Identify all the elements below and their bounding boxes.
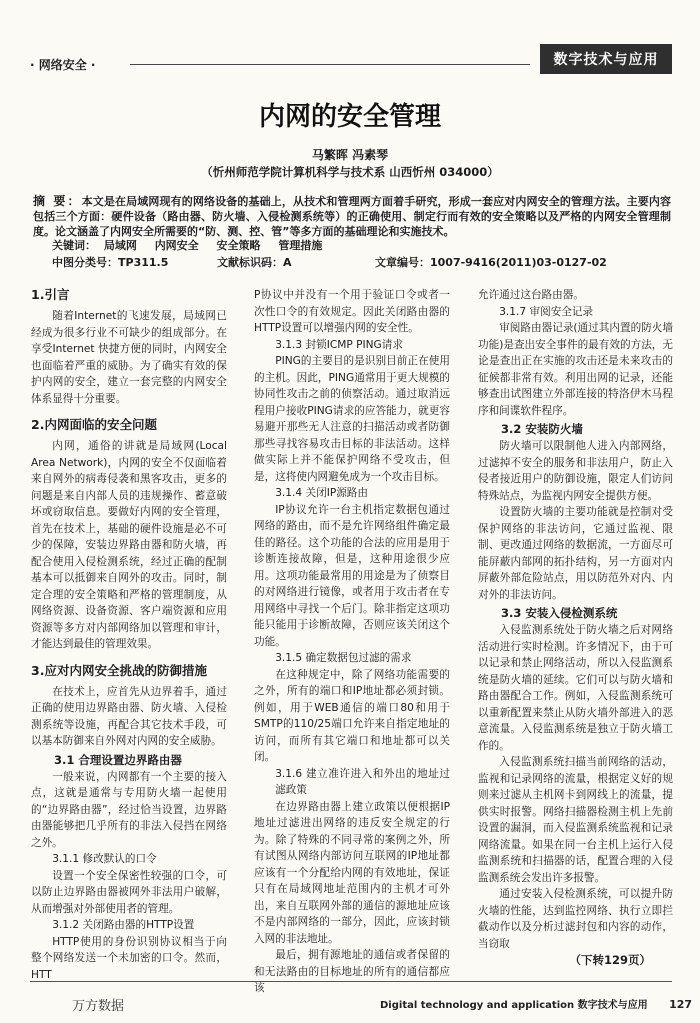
page-number: 127 <box>669 998 693 1011</box>
paragraph: HTTP使用的身份识别协议相当于向整个网络发送一个未加密的口令。然而，HTT <box>31 935 227 981</box>
footer-rule <box>30 981 672 982</box>
paragraph: 防火墙可以限制他人进入内部网络，过滤掉不安全的服务和非法用户，防止入侵者接近用户的防御设施，限定人们访问特殊站点，为监视内网安全提供方便。 <box>478 440 673 502</box>
paragraph: 通过安装入侵检测系统，可以提升防火墙的性能，达到监控网络、执行立即拦截动作以及分析过滤封包和内容的动作，当窃取 <box>478 888 673 950</box>
paragraph: IP协议允许一台主机指定数据包通过网络的路由，而不是允许网络组件确定最佳的路径。这个功能的合法的应用是用于诊断连接故障，但是，这种用途很少应用。这项功能最常用的用途是为了侦察目的对网络进行镜像，或者用于攻击者在专用网络中寻找一个后门。除非指定这项功能只能用于诊断故障，否则应该关闭这个功能。 <box>254 503 450 648</box>
footer-brand: 万方数据 <box>72 999 125 1014</box>
text-column-1 <box>31 287 227 981</box>
paragraph: 最后，拥有源地址的通信或者保留的和无法路由的目标地址的所有的通信都应该 <box>254 949 450 994</box>
paragraph: 入侵监测系统扫描当前网络的活动，监视和记录网络的流量，根据定义好的规则来过滤从主机网卡到网线上的流量，提供实时报警。网络扫描器检测主机上先前设置的漏洞，而入侵监测系统监视和记录网络流量。如果在同一台主机上运行入侵监测系统和扫描器的话，配置合理的入侵监测系统会发出许多报警。 <box>478 756 673 884</box>
subsubsection-heading: 3.1.2 关闭路由器的HTTP设置 <box>52 919 195 931</box>
journal-name-cn: 数字技术与应用 <box>577 1000 648 1011</box>
subsubsection-heading: 3.1.3 封锁ICMP PING请求 <box>275 338 403 351</box>
subsubsection-heading: 3.1.4 关闭IP源路由 <box>275 487 368 499</box>
paragraph: 内网，通俗的讲就是局域网(Local Area Network)，内网的安全不仅面临着来自网外的病毒侵袭和黑客攻击，更多的问题是来自内部人员的违规操作、蓄意破坏或窃取信息。要做好内网的安全管理，首先在技术上，基础的硬件设施是必不可少的保障，安装边界路由器和防火墙，再配合使用入侵检测系统，经过正确的配制基本可以抵御来自网外的攻击。同时，制定合理的安全策略和严格的管理制度，从网络资源、设备资源、客户端资源和应用资源等多方对内部网络加以管理和审计，才能达到最佳的管理效果。 <box>31 440 227 650</box>
article-number: 文章编号：1007-9416(2011)03-0127-02 <box>375 256 607 269</box>
subsection-heading: 3.2 安装防火墙 <box>501 422 583 436</box>
column-name-badge: 数字技术与应用 <box>540 44 672 74</box>
paragraph: 审阅路由器记录(通过其内置的防火墙功能)是查出安全事件的最有效的方法，无论是查出正在实施的攻击还是未来攻击的征候都非常有效。利用出网的记录，还能够查出试图建立外部连接的特洛伊木马程序和间谍软件程序。 <box>478 322 673 417</box>
paragraph: 在这种规定中，除了网络功能需要的之外，所有的端口和IP地址都必须封锁。例如，用于WEB通信的端口80和用于SMTP的110/25端口允许来自指定地址的访问，而所有其它端口和地址都可以关闭。 <box>254 668 450 763</box>
subsubsection-heading: 3.1.5 确定数据包过滤的需求 <box>275 652 412 664</box>
abstract-text: 本文是在局域网现有的网络设备的基础上，从技术和管理两方面着手研究，形成一套应对内网安全的管理方法。主要内容包括三个方面：硬件设备（路由器、防火墙、入侵检测系统等）的正确使用、制定行而有效的安全策略以及严格的内网安全管理制度。论文涵盖了内网安全所需要的“防、测、控、管”等多方面的基础理论和实施技术。 <box>33 195 671 238</box>
clc-number: 中图分类号：TP311.5 <box>52 256 169 269</box>
section-label: · 网络安全 · <box>30 58 96 72</box>
paragraph: 入侵监测系统处于防火墙之后对网络活动进行实时检测。许多情况下，由于可以记录和禁止网络活动，所以入侵监测系统是防火墙的延续。它们可以与防火墙和路由器配合工作。例如，入侵监测系统可以重新配置来禁止从防火墙外部进入的恶意流量。入侵监测系统是独立于防火墙工作的。 <box>478 624 673 752</box>
paragraph: PING的主要目的是识别目前正在使用的主机。因此，PING通常用于更大规模的协同性攻击之前的侦察活动。通过取消远程用户接收PING请求的应答能力，就更容易避开那些无人注意的扫描活动或者防御那些寻找容易攻击目标的非法活动。这样做实际上并不能保护网络不受攻击，但是，这将使内网避免成为一个攻击目标。 <box>254 355 450 483</box>
paragraph: 随着Internet的飞速发展，局域网已经成为很多行业不可缺少的组成部分。在享受Internet 快捷方便的同时，内网安全也面临着严重的威胁。为了确实有效的保护内网的安全，建立一套完整的内网安全体系显得十分重要。 <box>31 310 227 405</box>
text-column-2 <box>254 287 450 994</box>
article-affiliation: （忻州师范学院计算机科学与技术系 山西忻州 034000） <box>201 165 499 179</box>
abstract-label: 摘 要： <box>33 194 82 208</box>
subsubsection-heading: 3.1.6 建立准许进入和外出的地址过滤政策 <box>275 767 450 796</box>
document-code: 文献标识码：A <box>217 256 292 269</box>
keywords <box>52 237 652 253</box>
section-heading: 2.内网面临的安全问题 <box>31 417 157 432</box>
abstract <box>33 194 671 239</box>
paragraph: 在边界路由器上建立政策以便根据IP地址过滤进出网络的违反安全规定的行为。除了特殊的不同寻常的案例之外，所有试图从网络内部访问互联网的IP地址都应该有一个分配给内网的有效地址，保证只有在局域网地址范围内的主机才可外出，来自互联网外部的通信的源地址应该不是内部网络的一部分，因此，应该封锁入网的非法地址。 <box>254 800 450 945</box>
subsection-heading: 3.1 合理设置边界路由器 <box>54 752 182 767</box>
article-title: 内网的安全管理 <box>258 102 441 132</box>
keywords-label: 关键词： <box>52 239 96 252</box>
text-column-3 <box>478 287 673 967</box>
article-authors: 马繁晖 冯素琴 <box>311 148 389 162</box>
journal-name-en: Digital technology and application <box>380 1000 575 1011</box>
paragraph: 允许通过这台路由器。 <box>478 289 584 301</box>
paragraph: P协议中并没有一个用于验证口令或者一次性口令的有效规定。因此关闭路由器的HTTP设置可以增强内网的安全性。 <box>254 289 450 334</box>
keyword-item: 内网安全 <box>154 239 199 252</box>
keyword-item: 安全策略 <box>216 239 261 252</box>
paragraph: 在技术上，应首先从边界着手，通过正确的使用边界路由器、防火墙、入侵检测系统等设施，再配合其它技术手段，可以基本防御来自外网对内网的安全威胁。 <box>31 685 227 747</box>
subsection-heading: 3.3 安装入侵检测系统 <box>501 606 618 620</box>
keyword-item: 管理措施 <box>278 239 323 252</box>
continued-note: （下转129页） <box>569 953 651 967</box>
section-heading: 3.应对内网安全挑战的防御措施 <box>31 662 207 678</box>
paragraph: 设置一个安全保密性较强的口令，可以防止边界路由器被网外非法用户破解，从而增强对外部使用者的管理。 <box>31 869 227 915</box>
section-heading: 1.引言 <box>31 287 70 302</box>
paragraph: 设置防火墙的主要功能就是控制对受保护网络的非法访问，它通过监视、限制、更改通过网络的数据流，一方面尽可能屏蔽内部网的拓扑结构，另一方面对内屏蔽外部危险站点，用以防范外对内、内对外的非法访问。 <box>478 506 673 601</box>
subsubsection-heading: 3.1.1 修改默认的口令 <box>52 853 157 865</box>
subsubsection-heading: 3.1.7 审阅安全记录 <box>499 305 594 318</box>
paragraph: 一般来说，内网都有一个主要的接入点，这就是通常与专用防火墙一起使用的“边界路由器”，经过恰当设置，边界路由器能够把几乎所有的非法入侵挡在网络之外。 <box>31 770 227 849</box>
header-rule <box>130 64 530 65</box>
footer-journal <box>380 996 692 1011</box>
keyword-item: 局域网 <box>103 239 137 252</box>
